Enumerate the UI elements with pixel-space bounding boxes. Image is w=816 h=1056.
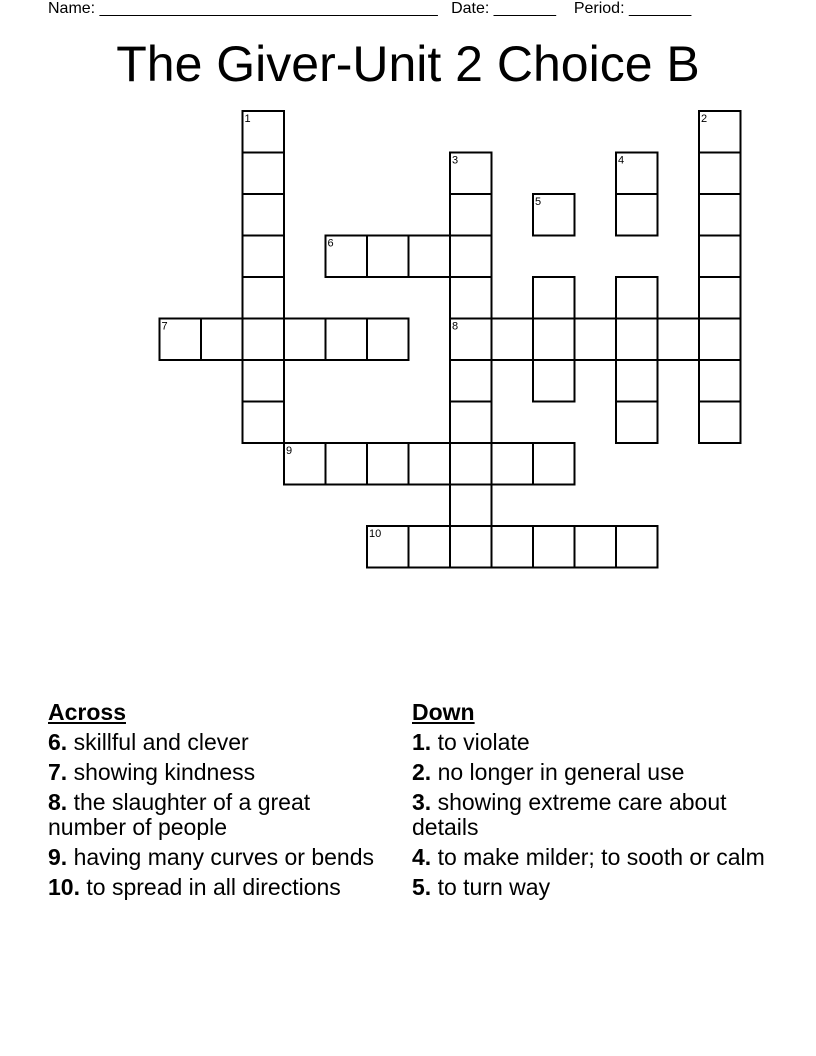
grid-cell[interactable] [367, 236, 409, 278]
grid-cell[interactable] [616, 360, 658, 402]
clue-number: 2. [412, 759, 432, 785]
down-heading: Down [412, 699, 475, 725]
grid-cell[interactable] [533, 277, 575, 319]
clue-down-1 [412, 730, 772, 755]
across-clues [48, 700, 393, 905]
period-field-label[interactable]: Period: _______ [573, 0, 692, 17]
clue-down-3 [412, 790, 772, 840]
clue-text: the slaughter of a great number of people [48, 789, 311, 840]
grid-cell[interactable] [575, 319, 617, 361]
grid-cell[interactable] [450, 485, 492, 527]
clue-number: 3. [412, 789, 432, 815]
cell-number-1: 1 [244, 113, 251, 125]
grid-cell[interactable] [575, 526, 617, 568]
grid-cell[interactable] [616, 194, 658, 236]
grid-cell[interactable] [409, 526, 451, 568]
grid-cell[interactable] [450, 402, 492, 444]
grid-cell[interactable] [699, 277, 741, 319]
clue-number: 4. [412, 844, 432, 870]
cell-number-5: 5 [535, 196, 542, 208]
grid-cell[interactable] [533, 443, 575, 485]
grid-cell[interactable] [450, 360, 492, 402]
grid-cell[interactable] [492, 319, 534, 361]
page-title: The Giver-Unit 2 Choice B [116, 36, 700, 92]
clue-number: 9. [48, 844, 68, 870]
cell-number-6: 6 [327, 237, 334, 250]
grid-cell[interactable] [243, 277, 285, 319]
grid-cell[interactable] [367, 443, 409, 485]
grid-cell[interactable] [450, 194, 492, 236]
grid-cell[interactable] [699, 194, 741, 236]
grid-cell[interactable] [533, 360, 575, 402]
grid-cell[interactable] [367, 319, 409, 361]
clue-down-4 [412, 845, 772, 870]
grid-cell[interactable] [243, 319, 285, 361]
clue-text: showing kindness [67, 759, 256, 785]
cell-number-3: 3 [452, 154, 459, 167]
grid-cell[interactable] [699, 153, 741, 195]
cell-number-4: 4 [618, 154, 625, 167]
grid-cell[interactable] [450, 443, 492, 485]
clue-text: to violate [431, 729, 530, 755]
clue-text: no longer in general use [431, 759, 685, 785]
clue-number: 5. [412, 874, 432, 900]
clue-number: 7. [48, 759, 68, 785]
clue-across-6 [48, 730, 393, 755]
clue-across-9 [48, 845, 393, 870]
grid-cell[interactable] [616, 526, 658, 568]
grid-cell[interactable] [699, 402, 741, 444]
cell-number-2: 2 [701, 113, 708, 125]
clue-number: 8. [48, 789, 68, 815]
clue-text: skillful and clever [67, 729, 249, 755]
cell-number-9: 9 [286, 445, 293, 457]
grid-cell[interactable] [616, 319, 658, 361]
across-heading: Across [48, 699, 126, 725]
clue-text: showing extreme care about details [412, 789, 727, 840]
name-field-label[interactable]: Name: ______________________________________ [48, 0, 438, 17]
cell-number-10: 10 [369, 528, 382, 540]
grid-cell[interactable] [409, 236, 451, 278]
clue-text: having many curves or bends [67, 844, 375, 870]
grid-cell[interactable] [243, 194, 285, 236]
cell-number-8: 8 [452, 320, 459, 333]
grid-cell[interactable] [201, 319, 243, 361]
grid-cell[interactable] [699, 319, 741, 361]
cell-number-7: 7 [161, 320, 168, 333]
grid-cell[interactable] [326, 443, 368, 485]
clue-number: 10. [48, 874, 80, 900]
clue-across-10 [48, 875, 393, 900]
grid-cell[interactable] [450, 277, 492, 319]
grid-cell[interactable] [616, 402, 658, 444]
clue-number: 6. [48, 729, 68, 755]
grid-cell[interactable] [326, 319, 368, 361]
clue-text: to make milder; to sooth or calm [431, 844, 765, 870]
grid-cell[interactable] [243, 236, 285, 278]
grid-cell[interactable] [243, 402, 285, 444]
clue-down-5 [412, 875, 772, 900]
clue-across-7 [48, 760, 393, 785]
grid-cell[interactable] [699, 360, 741, 402]
grid-cell[interactable] [658, 319, 700, 361]
grid-cell[interactable] [284, 319, 326, 361]
date-field-label[interactable]: Date: _______ [451, 0, 557, 17]
clue-across-8 [48, 790, 393, 840]
grid-cell[interactable] [492, 443, 534, 485]
grid-cell[interactable] [243, 360, 285, 402]
grid-cell[interactable] [699, 236, 741, 278]
grid-cell[interactable] [533, 319, 575, 361]
grid-cell[interactable] [616, 277, 658, 319]
clue-text: to turn way [431, 874, 551, 900]
grid-cell[interactable] [533, 526, 575, 568]
clue-number: 1. [412, 729, 432, 755]
grid-cell[interactable] [243, 153, 285, 195]
grid-cell[interactable] [492, 526, 534, 568]
clue-text: to spread in all directions [79, 874, 341, 900]
grid-cell[interactable] [409, 443, 451, 485]
grid-cell[interactable] [450, 526, 492, 568]
grid-cell[interactable] [450, 236, 492, 278]
clue-down-2 [412, 760, 772, 785]
down-clues [412, 700, 772, 905]
